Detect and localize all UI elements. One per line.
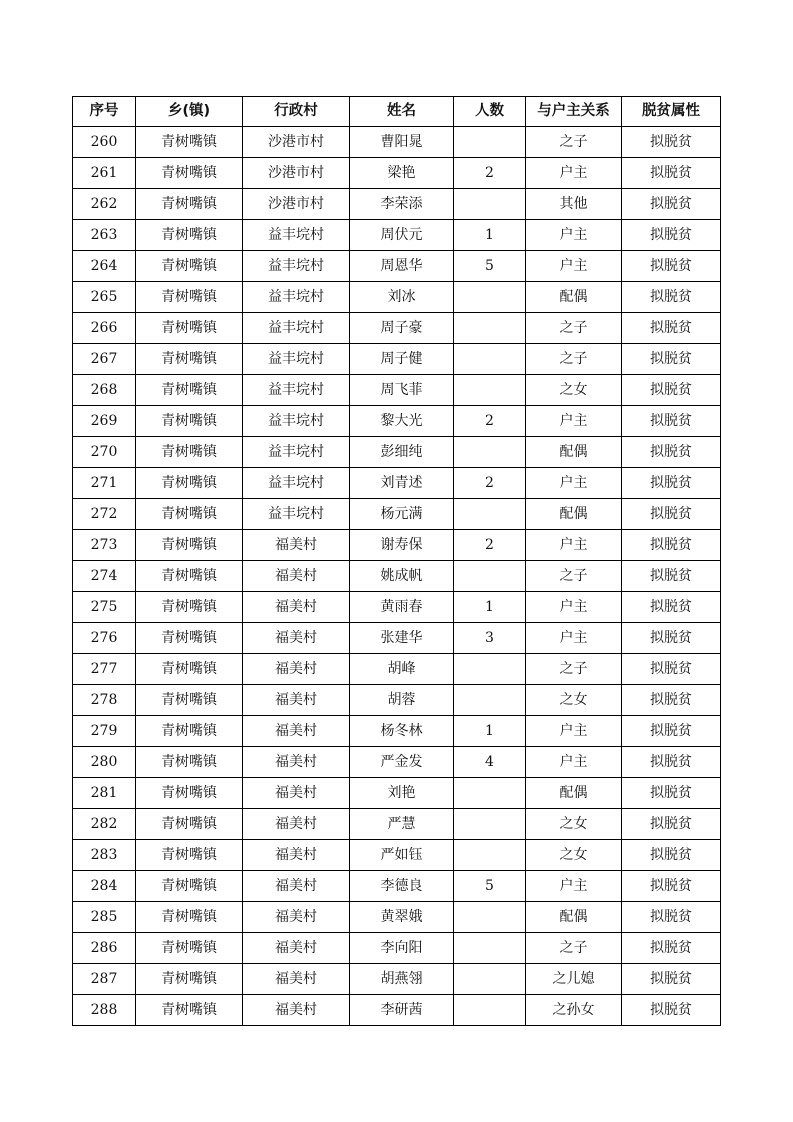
- cell-township: 青树嘴镇: [136, 344, 243, 375]
- cell-status: 拟脱贫: [622, 933, 721, 964]
- table-row: [73, 189, 721, 220]
- cell-serial-number: 283: [73, 840, 136, 871]
- cell-household-size: 1: [454, 716, 526, 747]
- cell-village: 福美村: [243, 995, 350, 1026]
- cell-household-size: [454, 654, 526, 685]
- cell-village: 福美村: [243, 685, 350, 716]
- cell-name: 周子健: [350, 344, 454, 375]
- cell-township: 青树嘴镇: [136, 530, 243, 561]
- table-row: [73, 716, 721, 747]
- cell-serial-number: 275: [73, 592, 136, 623]
- cell-village: 福美村: [243, 778, 350, 809]
- cell-household-size: [454, 127, 526, 158]
- table-row: [73, 840, 721, 871]
- table-row: [73, 592, 721, 623]
- cell-township: 青树嘴镇: [136, 840, 243, 871]
- cell-township: 青树嘴镇: [136, 809, 243, 840]
- cell-village: 福美村: [243, 530, 350, 561]
- cell-status: 拟脱贫: [622, 468, 721, 499]
- cell-serial-number: 277: [73, 654, 136, 685]
- cell-relationship: 之子: [526, 933, 622, 964]
- cell-serial-number: 262: [73, 189, 136, 220]
- cell-status: 拟脱贫: [622, 871, 721, 902]
- cell-status: 拟脱贫: [622, 406, 721, 437]
- cell-township: 青树嘴镇: [136, 158, 243, 189]
- cell-village: 益丰垸村: [243, 251, 350, 282]
- cell-relationship: 户主: [526, 220, 622, 251]
- cell-relationship: 之子: [526, 127, 622, 158]
- cell-village: 福美村: [243, 623, 350, 654]
- cell-serial-number: 278: [73, 685, 136, 716]
- cell-status: 拟脱贫: [622, 809, 721, 840]
- cell-name: 黎大光: [350, 406, 454, 437]
- cell-township: 青树嘴镇: [136, 778, 243, 809]
- cell-serial-number: 272: [73, 499, 136, 530]
- cell-name: 胡蓉: [350, 685, 454, 716]
- cell-village: 福美村: [243, 871, 350, 902]
- cell-township: 青树嘴镇: [136, 592, 243, 623]
- cell-status: 拟脱贫: [622, 530, 721, 561]
- cell-relationship: 户主: [526, 747, 622, 778]
- cell-household-size: 5: [454, 871, 526, 902]
- cell-serial-number: 276: [73, 623, 136, 654]
- cell-name: 周伏元: [350, 220, 454, 251]
- table-row: [73, 251, 721, 282]
- cell-village: 福美村: [243, 964, 350, 995]
- cell-name: 彭细纯: [350, 437, 454, 468]
- table-row: [73, 995, 721, 1026]
- cell-household-size: [454, 840, 526, 871]
- cell-relationship: 户主: [526, 592, 622, 623]
- table-row: [73, 964, 721, 995]
- cell-relationship: 配偶: [526, 499, 622, 530]
- cell-township: 青树嘴镇: [136, 468, 243, 499]
- cell-serial-number: 280: [73, 747, 136, 778]
- cell-status: 拟脱贫: [622, 437, 721, 468]
- cell-serial-number: 287: [73, 964, 136, 995]
- cell-village: 益丰垸村: [243, 406, 350, 437]
- cell-serial-number: 284: [73, 871, 136, 902]
- table-row: [73, 809, 721, 840]
- cell-relationship: 户主: [526, 158, 622, 189]
- cell-relationship: 之孙女: [526, 995, 622, 1026]
- cell-township: 青树嘴镇: [136, 375, 243, 406]
- cell-status: 拟脱贫: [622, 158, 721, 189]
- cell-relationship: 配偶: [526, 778, 622, 809]
- cell-status: 拟脱贫: [622, 561, 721, 592]
- cell-household-size: [454, 964, 526, 995]
- cell-name: 李向阳: [350, 933, 454, 964]
- cell-serial-number: 265: [73, 282, 136, 313]
- cell-serial-number: 285: [73, 902, 136, 933]
- table-row: [73, 685, 721, 716]
- cell-relationship: 之子: [526, 654, 622, 685]
- cell-status: 拟脱贫: [622, 282, 721, 313]
- cell-township: 青树嘴镇: [136, 313, 243, 344]
- cell-relationship: 户主: [526, 406, 622, 437]
- header-township: 乡(镇): [136, 97, 243, 127]
- cell-name: 周飞菲: [350, 375, 454, 406]
- cell-relationship: 户主: [526, 623, 622, 654]
- cell-status: 拟脱贫: [622, 964, 721, 995]
- cell-relationship: 配偶: [526, 282, 622, 313]
- table-row: [73, 623, 721, 654]
- cell-relationship: 之子: [526, 561, 622, 592]
- cell-village: 福美村: [243, 654, 350, 685]
- poverty-roster-table: [72, 96, 721, 1026]
- header-status: 脱贫属性: [622, 97, 721, 127]
- table-row: [73, 220, 721, 251]
- cell-village: 沙港市村: [243, 127, 350, 158]
- cell-serial-number: 264: [73, 251, 136, 282]
- cell-relationship: 之子: [526, 313, 622, 344]
- cell-relationship: 之女: [526, 685, 622, 716]
- cell-status: 拟脱贫: [622, 840, 721, 871]
- header-village: 行政村: [243, 97, 350, 127]
- table-row: [73, 933, 721, 964]
- cell-serial-number: 273: [73, 530, 136, 561]
- cell-status: 拟脱贫: [622, 220, 721, 251]
- cell-relationship: 配偶: [526, 437, 622, 468]
- cell-serial-number: 266: [73, 313, 136, 344]
- cell-status: 拟脱贫: [622, 251, 721, 282]
- cell-name: 刘艳: [350, 778, 454, 809]
- table-body: [73, 127, 721, 1026]
- cell-serial-number: 288: [73, 995, 136, 1026]
- table-row: [73, 313, 721, 344]
- cell-relationship: 户主: [526, 716, 622, 747]
- cell-township: 青树嘴镇: [136, 251, 243, 282]
- cell-name: 杨元满: [350, 499, 454, 530]
- cell-name: 李研茜: [350, 995, 454, 1026]
- cell-relationship: 户主: [526, 468, 622, 499]
- table-row: [73, 282, 721, 313]
- cell-status: 拟脱贫: [622, 313, 721, 344]
- table-row: [73, 654, 721, 685]
- cell-status: 拟脱贫: [622, 995, 721, 1026]
- cell-serial-number: 263: [73, 220, 136, 251]
- cell-township: 青树嘴镇: [136, 220, 243, 251]
- cell-name: 刘青述: [350, 468, 454, 499]
- cell-serial-number: 260: [73, 127, 136, 158]
- cell-name: 胡燕翎: [350, 964, 454, 995]
- cell-household-size: [454, 809, 526, 840]
- cell-household-size: 2: [454, 158, 526, 189]
- cell-status: 拟脱贫: [622, 654, 721, 685]
- cell-village: 福美村: [243, 747, 350, 778]
- cell-relationship: 之子: [526, 344, 622, 375]
- cell-township: 青树嘴镇: [136, 902, 243, 933]
- cell-township: 青树嘴镇: [136, 654, 243, 685]
- cell-serial-number: 279: [73, 716, 136, 747]
- header-serial-number: 序号: [73, 97, 136, 127]
- cell-serial-number: 286: [73, 933, 136, 964]
- cell-household-size: [454, 344, 526, 375]
- cell-status: 拟脱贫: [622, 902, 721, 933]
- cell-village: 福美村: [243, 902, 350, 933]
- table-row: [73, 561, 721, 592]
- cell-village: 沙港市村: [243, 189, 350, 220]
- cell-serial-number: 270: [73, 437, 136, 468]
- cell-status: 拟脱贫: [622, 778, 721, 809]
- cell-village: 福美村: [243, 840, 350, 871]
- cell-relationship: 之儿媳: [526, 964, 622, 995]
- cell-status: 拟脱贫: [622, 127, 721, 158]
- cell-serial-number: 271: [73, 468, 136, 499]
- cell-township: 青树嘴镇: [136, 716, 243, 747]
- cell-village: 沙港市村: [243, 158, 350, 189]
- cell-status: 拟脱贫: [622, 747, 721, 778]
- cell-village: 益丰垸村: [243, 344, 350, 375]
- cell-name: 杨冬林: [350, 716, 454, 747]
- cell-relationship: 户主: [526, 251, 622, 282]
- table-row: [73, 499, 721, 530]
- cell-household-size: 2: [454, 406, 526, 437]
- cell-name: 严慧: [350, 809, 454, 840]
- cell-household-size: [454, 778, 526, 809]
- cell-household-size: 5: [454, 251, 526, 282]
- cell-household-size: [454, 561, 526, 592]
- table-row: [73, 437, 721, 468]
- cell-relationship: 户主: [526, 530, 622, 561]
- cell-name: 黄雨春: [350, 592, 454, 623]
- cell-township: 青树嘴镇: [136, 964, 243, 995]
- table-row: [73, 468, 721, 499]
- cell-household-size: [454, 995, 526, 1026]
- cell-serial-number: 282: [73, 809, 136, 840]
- cell-status: 拟脱贫: [622, 344, 721, 375]
- cell-name: 胡峰: [350, 654, 454, 685]
- cell-household-size: [454, 902, 526, 933]
- cell-township: 青树嘴镇: [136, 623, 243, 654]
- cell-township: 青树嘴镇: [136, 282, 243, 313]
- cell-township: 青树嘴镇: [136, 933, 243, 964]
- cell-township: 青树嘴镇: [136, 747, 243, 778]
- table-row: [73, 406, 721, 437]
- table-row: [73, 747, 721, 778]
- cell-township: 青树嘴镇: [136, 127, 243, 158]
- cell-township: 青树嘴镇: [136, 499, 243, 530]
- cell-name: 严如钰: [350, 840, 454, 871]
- cell-serial-number: 281: [73, 778, 136, 809]
- cell-township: 青树嘴镇: [136, 871, 243, 902]
- cell-village: 福美村: [243, 809, 350, 840]
- cell-township: 青树嘴镇: [136, 995, 243, 1026]
- table-row: [73, 530, 721, 561]
- cell-relationship: 户主: [526, 871, 622, 902]
- cell-household-size: [454, 282, 526, 313]
- cell-village: 福美村: [243, 561, 350, 592]
- table-header-row: [73, 97, 721, 127]
- table-row: [73, 344, 721, 375]
- cell-status: 拟脱贫: [622, 592, 721, 623]
- cell-village: 益丰垸村: [243, 437, 350, 468]
- cell-relationship: 其他: [526, 189, 622, 220]
- cell-relationship: 之女: [526, 840, 622, 871]
- cell-serial-number: 268: [73, 375, 136, 406]
- cell-household-size: 1: [454, 220, 526, 251]
- cell-relationship: 配偶: [526, 902, 622, 933]
- cell-household-size: [454, 437, 526, 468]
- cell-village: 益丰垸村: [243, 313, 350, 344]
- cell-name: 严金发: [350, 747, 454, 778]
- cell-serial-number: 267: [73, 344, 136, 375]
- cell-status: 拟脱贫: [622, 685, 721, 716]
- table-row: [73, 778, 721, 809]
- cell-township: 青树嘴镇: [136, 437, 243, 468]
- cell-household-size: [454, 933, 526, 964]
- table-row: [73, 127, 721, 158]
- cell-serial-number: 261: [73, 158, 136, 189]
- cell-status: 拟脱贫: [622, 716, 721, 747]
- cell-name: 周子豪: [350, 313, 454, 344]
- cell-household-size: 2: [454, 468, 526, 499]
- cell-village: 福美村: [243, 933, 350, 964]
- cell-name: 李荣添: [350, 189, 454, 220]
- cell-household-size: [454, 375, 526, 406]
- cell-village: 益丰垸村: [243, 375, 350, 406]
- cell-household-size: [454, 685, 526, 716]
- cell-name: 梁艳: [350, 158, 454, 189]
- cell-status: 拟脱贫: [622, 189, 721, 220]
- header-household-size: 人数: [454, 97, 526, 127]
- cell-name: 刘冰: [350, 282, 454, 313]
- cell-township: 青树嘴镇: [136, 685, 243, 716]
- table-row: [73, 158, 721, 189]
- table-row: [73, 871, 721, 902]
- cell-name: 谢寿保: [350, 530, 454, 561]
- cell-household-size: 2: [454, 530, 526, 561]
- cell-name: 黄翠娥: [350, 902, 454, 933]
- cell-name: 李德良: [350, 871, 454, 902]
- table-row: [73, 375, 721, 406]
- header-relationship: 与户主关系: [526, 97, 622, 127]
- cell-village: 福美村: [243, 716, 350, 747]
- cell-village: 益丰垸村: [243, 220, 350, 251]
- cell-township: 青树嘴镇: [136, 561, 243, 592]
- cell-village: 益丰垸村: [243, 468, 350, 499]
- cell-household-size: 1: [454, 592, 526, 623]
- cell-name: 周恩华: [350, 251, 454, 282]
- cell-status: 拟脱贫: [622, 623, 721, 654]
- cell-name: 曹阳晁: [350, 127, 454, 158]
- cell-serial-number: 274: [73, 561, 136, 592]
- cell-relationship: 之女: [526, 375, 622, 406]
- cell-name: 姚成帆: [350, 561, 454, 592]
- table-row: [73, 902, 721, 933]
- cell-township: 青树嘴镇: [136, 189, 243, 220]
- cell-township: 青树嘴镇: [136, 406, 243, 437]
- cell-status: 拟脱贫: [622, 499, 721, 530]
- cell-household-size: [454, 189, 526, 220]
- cell-household-size: [454, 313, 526, 344]
- cell-status: 拟脱贫: [622, 375, 721, 406]
- cell-serial-number: 269: [73, 406, 136, 437]
- cell-name: 张建华: [350, 623, 454, 654]
- cell-household-size: 4: [454, 747, 526, 778]
- cell-village: 益丰垸村: [243, 282, 350, 313]
- cell-household-size: 3: [454, 623, 526, 654]
- cell-relationship: 之女: [526, 809, 622, 840]
- cell-household-size: [454, 499, 526, 530]
- header-name: 姓名: [350, 97, 454, 127]
- cell-village: 益丰垸村: [243, 499, 350, 530]
- cell-village: 福美村: [243, 592, 350, 623]
